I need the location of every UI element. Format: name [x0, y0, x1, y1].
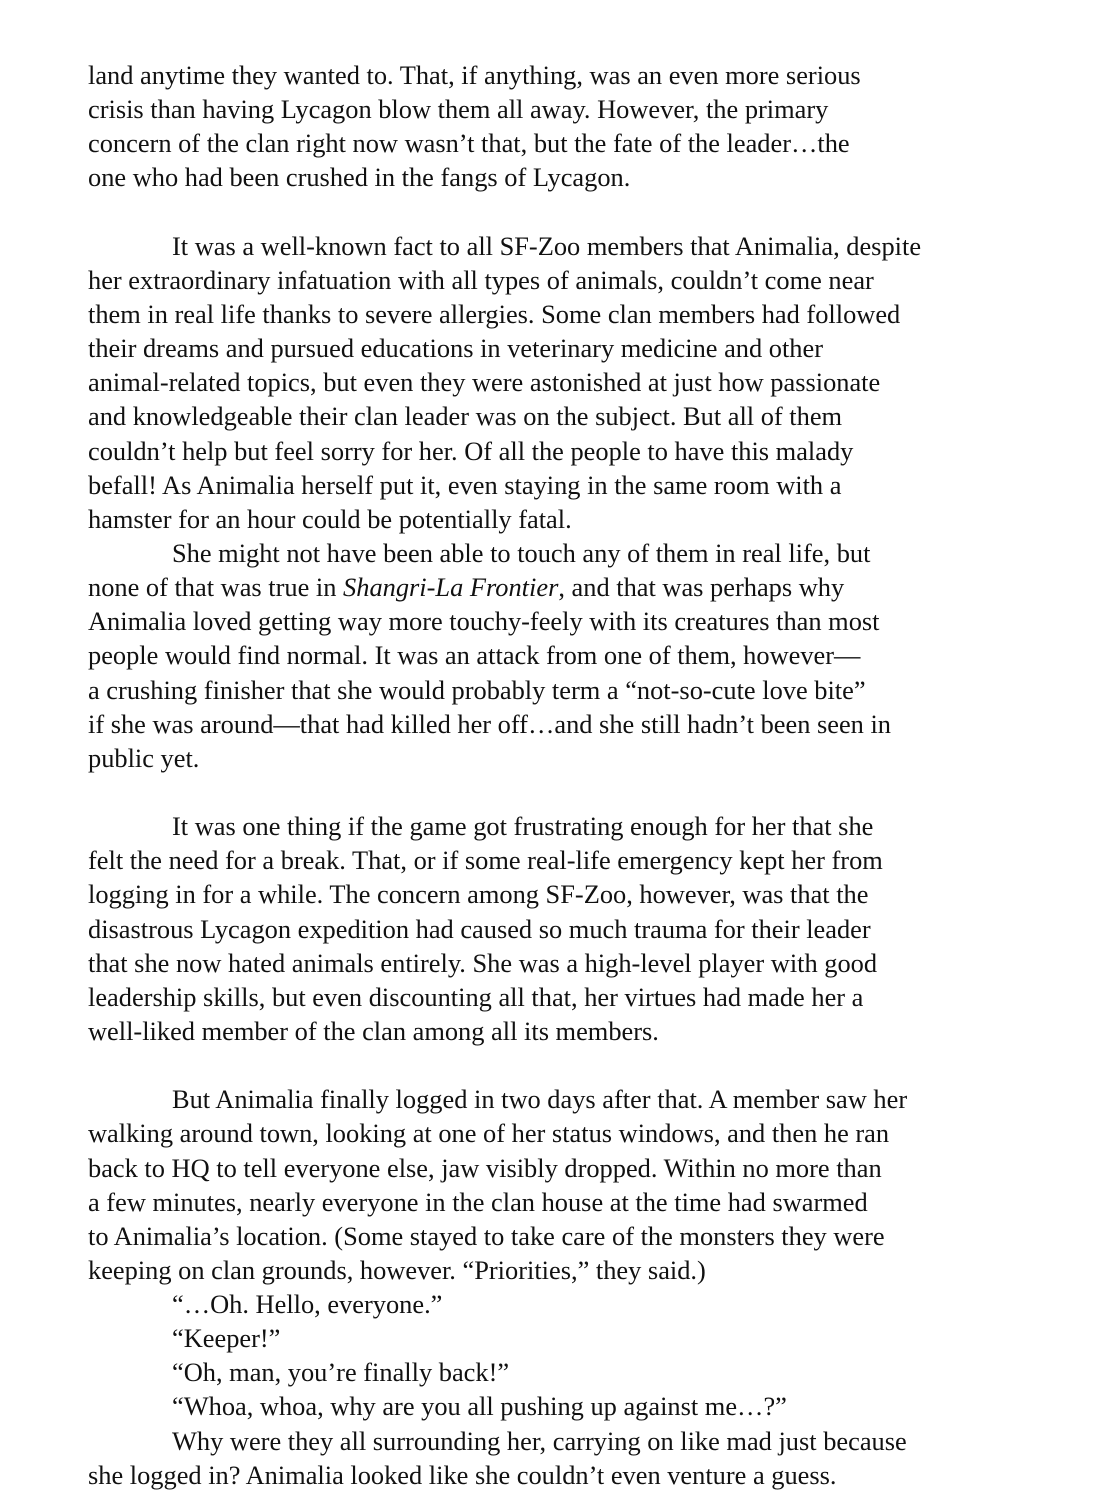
- text-segment: It was a well-known fact to all SF-Zoo members that Animalia, despite: [172, 230, 922, 261]
- text-line: [88, 297, 1035, 331]
- text-segment: “Whoa, whoa, why are you all pushing up against me…?”: [172, 1391, 787, 1422]
- text-segment: public yet.: [88, 742, 200, 773]
- text-line: [88, 1185, 1035, 1219]
- text-line: [88, 1151, 1035, 1185]
- text-segment: none of that was true in: [88, 572, 344, 603]
- text-line: [88, 1253, 1035, 1287]
- text-line: [88, 1219, 1035, 1253]
- text-segment: to Animalia’s location. (Some stayed to take care of the monsters they were: [88, 1220, 885, 1251]
- text-segment: her extraordinary infatuation with all types of animals, couldn’t come near: [88, 264, 874, 295]
- text-line: [88, 877, 1035, 911]
- text-segment: disastrous Lycagon expedition had caused so much trauma for their leader: [88, 913, 871, 944]
- text-segment: walking around town, looking at one of her status windows, and then he ran: [88, 1118, 890, 1149]
- text-line: [88, 1458, 1035, 1492]
- text-line: [88, 843, 1035, 877]
- text-segment: a few minutes, nearly everyone in the clan house at the time had swarmed: [88, 1186, 868, 1217]
- text-segment: felt the need for a break. That, or if some real-life emergency kept her from: [88, 845, 883, 876]
- text-segment: their dreams and pursued educations in veterinary medicine and other: [88, 333, 824, 364]
- text-line: [88, 331, 1035, 365]
- text-segment: animal-related topics, but even they were astonished at just how passionate: [88, 367, 881, 398]
- text-segment: them in real life thanks to severe allergies. Some clan members had followed: [88, 298, 901, 329]
- text-line: [88, 536, 1035, 570]
- paragraph: [88, 1321, 1035, 1355]
- text-segment: keeping on clan grounds, however. “Priorities,” they said.): [88, 1254, 706, 1285]
- text-line: [88, 1389, 1035, 1423]
- text-segment: concern of the clan right now wasn’t that, but the fate of the leader…the: [88, 128, 850, 159]
- text-line: [88, 1287, 1035, 1321]
- text-line: [88, 604, 1035, 638]
- text-segment: back to HQ to tell everyone else, jaw visibly dropped. Within no more than: [88, 1152, 882, 1183]
- text-segment: But Animalia finally logged in two days after that. A member saw her: [172, 1084, 908, 1115]
- text-segment: one who had been crushed in the fangs of Lycagon.: [88, 162, 631, 193]
- text-line: [88, 570, 1035, 604]
- text-segment: “Oh, man, you’re finally back!”: [172, 1357, 510, 1388]
- paragraph: [88, 1355, 1035, 1389]
- paragraph: [88, 536, 1035, 775]
- text-line: [88, 946, 1035, 980]
- text-line: [88, 399, 1035, 433]
- text-segment: that she now hated animals entirely. She was a high-level player with good: [88, 947, 878, 978]
- text-line: [88, 502, 1035, 536]
- text-segment: if she was around—that had killed her off…and she still hadn’t been seen in: [88, 708, 892, 739]
- text-segment: befall! As Animalia herself put it, even staying in the same room with a: [88, 469, 842, 500]
- text-line: [88, 912, 1035, 946]
- italic-title-text: Shangri-La Frontier: [343, 572, 559, 603]
- text-line: [88, 1116, 1035, 1150]
- text-segment: people would find normal. It was an attack from one of them, however—: [88, 640, 861, 671]
- paragraph: [88, 1287, 1035, 1321]
- text-line: [88, 638, 1035, 672]
- text-line: [88, 58, 1035, 92]
- text-line: [88, 263, 1035, 297]
- text-line: [88, 1014, 1035, 1048]
- text-line: [88, 1082, 1035, 1116]
- text-segment: hamster for an hour could be potentially fatal.: [88, 503, 572, 534]
- text-segment: crisis than having Lycagon blow them all away. However, the primary: [88, 94, 829, 125]
- text-line: [88, 980, 1035, 1014]
- text-segment: she logged in? Animalia looked like she couldn’t even venture a guess.: [88, 1459, 837, 1490]
- text-segment: Animalia loved getting way more touchy-feely with its creatures than most: [88, 606, 880, 637]
- text-segment: “…Oh. Hello, everyone.”: [172, 1289, 443, 1320]
- paragraph: [88, 229, 1035, 536]
- paragraph: [88, 1389, 1035, 1423]
- text-segment: , and that was perhaps why: [558, 572, 845, 603]
- text-segment: land anytime they wanted to. That, if anything, was an even more serious: [88, 60, 861, 90]
- text-line: [88, 1321, 1035, 1355]
- text-line: [88, 126, 1035, 160]
- text-line: [88, 1424, 1035, 1458]
- text-line: [88, 673, 1035, 707]
- text-line: [88, 809, 1035, 843]
- paragraph: [88, 809, 1035, 1048]
- paragraph: [88, 1082, 1035, 1287]
- text-segment: well-liked member of the clan among all its members.: [88, 1015, 659, 1046]
- text-line: [88, 229, 1035, 263]
- text-segment: She might not have been able to touch any of them in real life, but: [172, 537, 871, 568]
- text-segment: logging in for a while. The concern among SF-Zoo, however, was that the: [88, 879, 869, 910]
- text-line: [88, 434, 1035, 468]
- paragraph: [88, 1424, 1035, 1492]
- text-segment: “Keeper!”: [172, 1323, 281, 1354]
- text-segment: Why were they all surrounding her, carrying on like mad just because: [172, 1425, 907, 1456]
- text-segment: leadership skills, but even discounting all that, her virtues had made her a: [88, 981, 864, 1012]
- text-line: [88, 365, 1035, 399]
- text-segment: It was one thing if the game got frustrating enough for her that she: [172, 811, 874, 842]
- text-line: [88, 741, 1035, 775]
- text-line: [88, 160, 1035, 194]
- text-line: [88, 92, 1035, 126]
- text-line: [88, 468, 1035, 502]
- text-segment: and knowledgeable their clan leader was on the subject. But all of them: [88, 401, 843, 432]
- text-line: [88, 707, 1035, 741]
- text-segment: couldn’t help but feel sorry for her. Of all the people to have this malady: [88, 435, 854, 466]
- paragraph: [88, 58, 1035, 195]
- text-line: [88, 1355, 1035, 1389]
- text-segment: a crushing finisher that she would probably term a “not-so-cute love bite”: [88, 674, 866, 705]
